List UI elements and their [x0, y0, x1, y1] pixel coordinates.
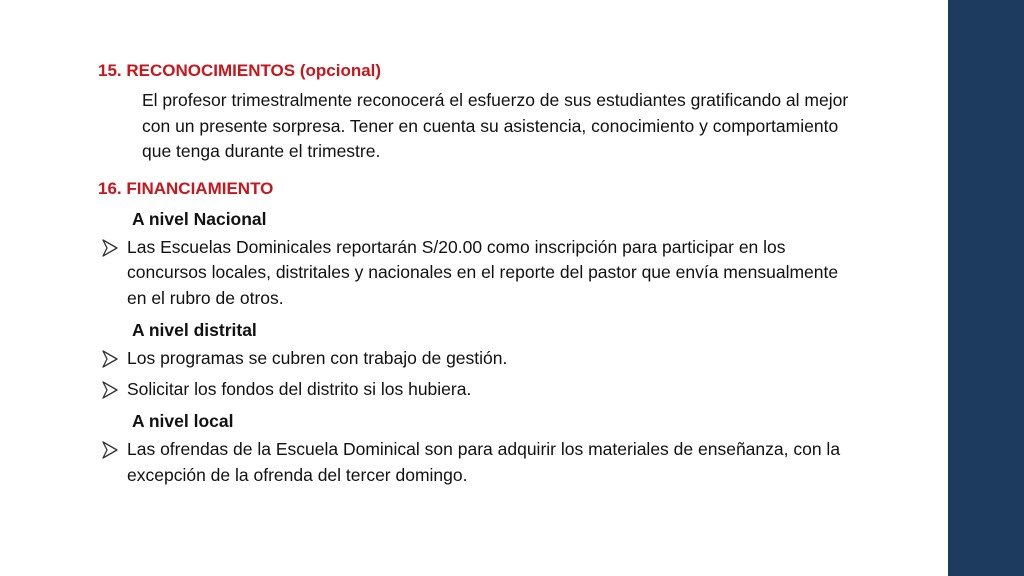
bullet-item	[98, 235, 858, 312]
bullet-text: Solicitar los fondos del distrito si los hubiera.	[127, 378, 472, 399]
nacional-subheading: A nivel Nacional	[132, 208, 267, 229]
arrow-bullet-icon	[101, 381, 119, 399]
bullet-text: Los programas se cubren con trabajo de gestión.	[127, 348, 508, 368]
local-subheading: A nivel local	[132, 411, 234, 431]
section-15-heading: 15. RECONOCIMIENTOS (opcional)	[98, 61, 382, 80]
decorative-side-bar	[948, 0, 1024, 576]
bullet-text: Las Escuelas Dominicales reportarán S/20.00 como inscripción para participar en los concursos locales, distritales y nacionales en el reporte del pastor que envía mensualmente en el rubro de otros.	[127, 236, 839, 308]
arrow-bullet-icon	[101, 239, 119, 257]
distrital-subheading: A nivel distrital	[132, 320, 257, 340]
section-15-paragraph: El profesor trimestralmente reconocerá el esfuerzo de sus estudiantes gratificando al mejor con un presente sorpresa. Tener en cuenta su asistencia, conocimiento y comportamiento que tenga durante el trimestre.	[142, 90, 849, 161]
bullet-item	[98, 377, 858, 403]
bullet-item	[98, 346, 858, 372]
arrow-bullet-icon	[101, 441, 119, 459]
bullet-text: Las ofrendas de la Escuela Dominical son para adquirir los materiales de enseñanza, con la excepción de la ofrenda del tercer domingo.	[127, 439, 841, 485]
section-16-heading: 16. FINANCIAMIENTO	[98, 178, 274, 198]
arrow-bullet-icon	[101, 350, 119, 368]
bullet-item	[98, 437, 858, 488]
slide-content	[98, 60, 858, 488]
